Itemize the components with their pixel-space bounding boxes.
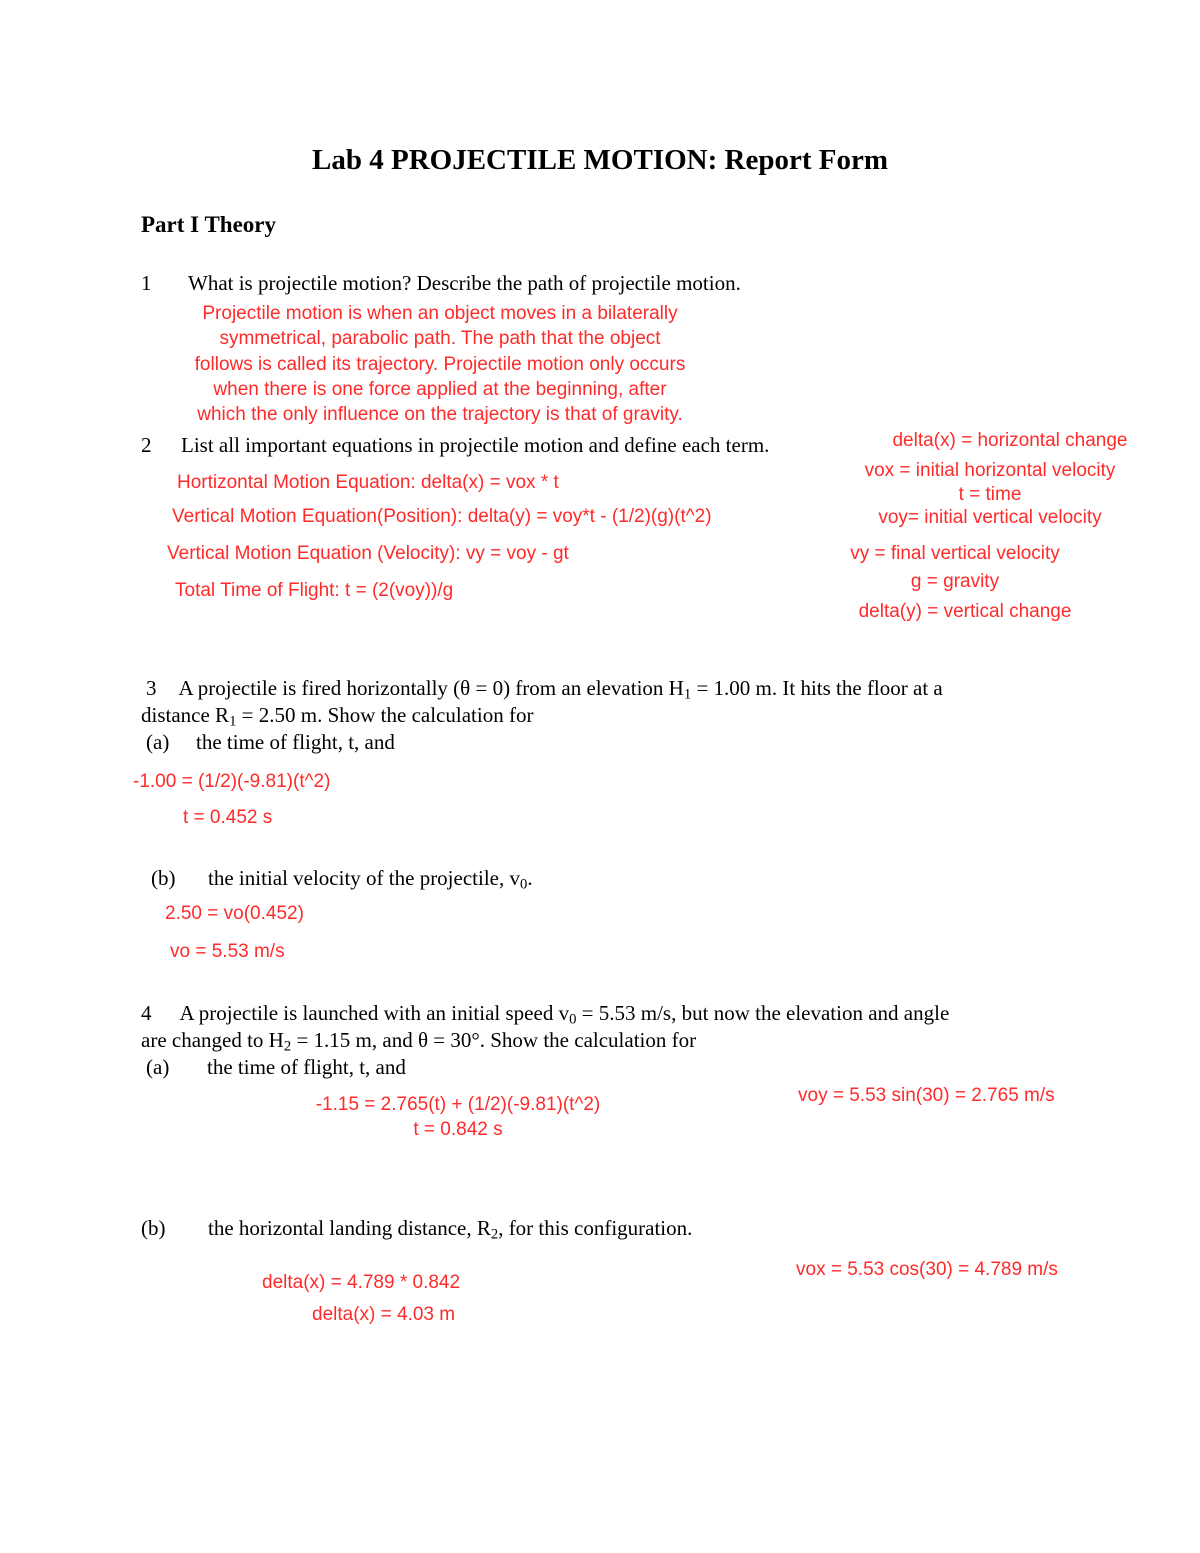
- q2-definition: vox = initial horizontal velocity: [864, 460, 1116, 481]
- q2-definition: vy = final vertical velocity: [850, 543, 1060, 564]
- q4-part-b-label: (b): [141, 1216, 166, 1240]
- q4-line: [141, 1028, 696, 1056]
- subscript: 0: [569, 1011, 577, 1028]
- q1-answer-line: when there is one force applied at the beginning, after: [213, 379, 667, 400]
- q1-answer-line: symmetrical, parabolic path. The path that the object: [219, 328, 661, 349]
- q4-text: are changed to H: [141, 1028, 284, 1052]
- q4-b-work: delta(x) = 4.03 m: [312, 1304, 456, 1325]
- part-heading: Part I Theory: [141, 212, 277, 237]
- q4-part-b-text: , for this configuration.: [498, 1216, 693, 1240]
- q1-text: What is projectile motion? Describe the path of projectile motion.: [188, 271, 741, 295]
- q4-b-side: vox = 5.53 cos(30) = 4.789 m/s: [796, 1259, 1058, 1280]
- q4-text: A projectile is launched with an initial speed v: [179, 1001, 570, 1025]
- q2-definition: g = gravity: [910, 571, 1000, 592]
- subscript: 2: [283, 1038, 292, 1055]
- q3-text: A projectile is fired horizontally (θ = 0) from an elevation H: [178, 676, 684, 700]
- q2-definition: voy= initial vertical velocity: [878, 507, 1102, 528]
- q1-answer-line: follows is called its trajectory. Projectile motion only occurs: [194, 354, 686, 375]
- q4-part-b-text: the horizontal landing distance, R: [208, 1216, 491, 1240]
- subscript: 2: [490, 1226, 499, 1243]
- q3-a-work: -1.00 = (1/2)(-9.81)(t^2): [133, 771, 331, 792]
- q3-number: 3: [146, 676, 157, 700]
- q4-line: [141, 1001, 949, 1029]
- q4-a-side: voy = 5.53 sin(30) = 2.765 m/s: [798, 1085, 1055, 1106]
- page-title: Lab 4 PROJECTILE MOTION: Report Form: [312, 144, 888, 176]
- q4-part-b-line: [208, 1216, 692, 1244]
- subscript: 1: [683, 686, 692, 703]
- q1-answer-line: Projectile motion is when an object moves in a bilaterally: [202, 303, 678, 324]
- q3-b-work: vo = 5.53 m/s: [170, 941, 285, 962]
- q3-part-b-label: (b): [151, 866, 176, 890]
- q2-definition: delta(y) = vertical change: [858, 601, 1072, 622]
- q3-part-a-text: the time of flight, t, and: [196, 730, 395, 754]
- q2-equation: Vertical Motion Equation(Position): delta(y) = voy*t - (1/2)(g)(t^2): [172, 506, 712, 527]
- q2-equation: Total Time of Flight: t = (2(voy))/g: [175, 580, 454, 601]
- q1-number: 1: [141, 271, 152, 295]
- q4-a-work: t = 0.842 s: [413, 1119, 503, 1140]
- q3-part-b-line: [208, 866, 533, 894]
- q1-answer-line: which the only influence on the trajectory is that of gravity.: [197, 404, 683, 425]
- q4-number: 4: [141, 1001, 152, 1025]
- q3-line: [141, 703, 533, 731]
- q2-definition: delta(x) = horizontal change: [892, 430, 1128, 451]
- subscript: 1: [229, 713, 237, 730]
- subscript: 0: [520, 876, 528, 893]
- q2-number: 2: [141, 433, 152, 457]
- q3-a-work: t = 0.452 s: [183, 807, 273, 828]
- q2-equation: Hortizontal Motion Equation: delta(x) = vox * t: [177, 472, 559, 493]
- q4-a-work: -1.15 = 2.765(t) + (1/2)(-9.81)(t^2): [315, 1094, 601, 1115]
- q2-equation: Vertical Motion Equation (Velocity): vy = voy - gt: [167, 543, 569, 564]
- q2-definition: t = time: [958, 484, 1022, 505]
- q3-part-b-text: the initial velocity of the projectile, v: [208, 866, 520, 890]
- q2-text: List all important equations in projectile motion and define each term.: [181, 433, 770, 457]
- q4-part-a-text: the time of flight, t, and: [207, 1055, 406, 1079]
- q3-line: [146, 676, 943, 704]
- q4-text: = 5.53 m/s, but now the elevation and angle: [576, 1001, 950, 1025]
- q3-part-a-label: (a): [146, 730, 170, 754]
- q4-b-work: delta(x) = 4.789 * 0.842: [262, 1272, 461, 1293]
- q3-b-work: 2.50 = vo(0.452): [165, 903, 304, 924]
- q3-text: = 1.00 m. It hits the floor at a: [691, 676, 943, 700]
- q3-part-b-text: .: [527, 866, 533, 890]
- q4-part-a-label: (a): [146, 1055, 170, 1079]
- q3-text: = 2.50 m. Show the calculation for: [236, 703, 534, 727]
- q3-text: distance R: [141, 703, 230, 727]
- q4-text: = 1.15 m, and θ = 30°. Show the calculation for: [291, 1028, 697, 1052]
